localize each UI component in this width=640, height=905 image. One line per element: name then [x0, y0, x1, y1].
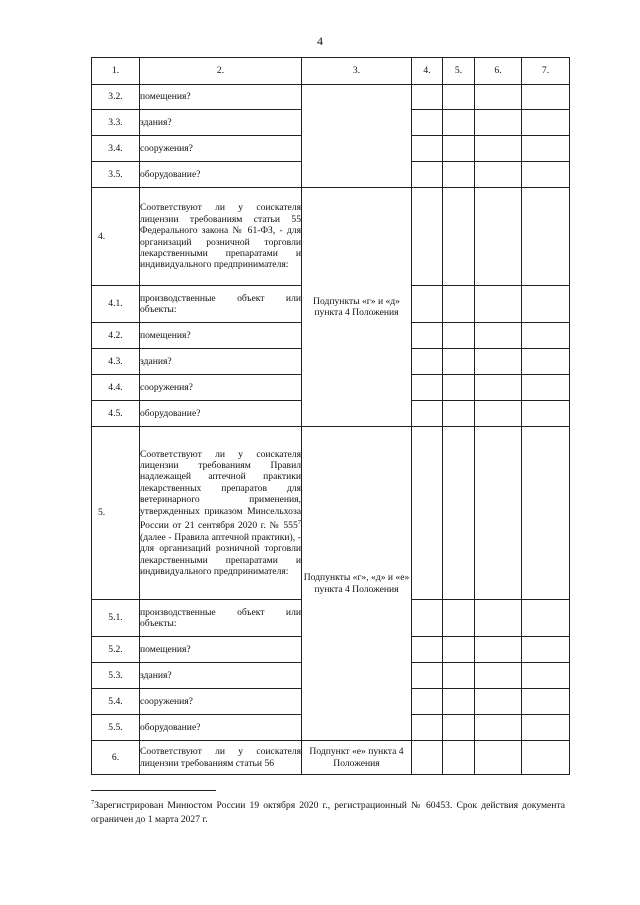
answer-cell	[412, 323, 443, 349]
row-question: сооружения?	[140, 689, 302, 715]
answer-cell	[443, 715, 475, 741]
answer-cell	[412, 349, 443, 375]
answer-cell	[443, 85, 475, 110]
answer-cell	[443, 136, 475, 162]
answer-cell	[443, 637, 475, 663]
row-number: 4.3.	[92, 349, 140, 375]
row-number: 5.1.	[92, 600, 140, 637]
row-question: Соответствуют ли у соискателя лицензии требованиям статьи 56	[140, 741, 302, 775]
row-question: сооружения?	[140, 375, 302, 401]
answer-cell	[412, 136, 443, 162]
answer-cell	[522, 715, 570, 741]
column-header-3: 3.	[302, 58, 412, 85]
answer-cell	[443, 689, 475, 715]
row-number: 3.5.	[92, 162, 140, 188]
answer-cell	[475, 600, 522, 637]
answer-cell	[475, 741, 522, 775]
row-question: здания?	[140, 349, 302, 375]
row-question: сооружения?	[140, 136, 302, 162]
answer-cell	[522, 689, 570, 715]
table-row	[92, 427, 570, 600]
column-header-5: 5.	[443, 58, 475, 85]
answer-cell	[522, 427, 570, 600]
answer-cell	[475, 323, 522, 349]
row-number: 5.5.	[92, 715, 140, 741]
answer-cell	[412, 85, 443, 110]
answer-cell	[443, 323, 475, 349]
answer-cell	[412, 663, 443, 689]
answer-cell	[475, 349, 522, 375]
answer-cell	[522, 323, 570, 349]
column-header-7: 7.	[522, 58, 570, 85]
answer-cell	[443, 401, 475, 427]
column-header-1: 1.	[92, 58, 140, 85]
answer-cell	[522, 600, 570, 637]
table-row	[92, 741, 570, 775]
row-question: производственные объект или объекты:	[140, 600, 302, 637]
column-header-6: 6.	[475, 58, 522, 85]
answer-cell	[412, 375, 443, 401]
answer-cell	[412, 741, 443, 775]
row-question: оборудование?	[140, 401, 302, 427]
answer-cell	[475, 286, 522, 323]
footnote-ref: 7	[297, 519, 301, 527]
answer-cell	[443, 349, 475, 375]
basis-cell: Подпункт «е» пункта 4 Положения	[302, 741, 412, 775]
answer-cell	[475, 689, 522, 715]
answer-cell	[412, 162, 443, 188]
row-number: 3.2.	[92, 85, 140, 110]
answer-cell	[475, 162, 522, 188]
answer-cell	[443, 162, 475, 188]
basis-cell: Подпункты «г», «д» и «е» пункта 4 Положения	[302, 427, 412, 741]
column-header-2: 2.	[140, 58, 302, 85]
answer-cell	[412, 286, 443, 323]
row-question: помещения?	[140, 323, 302, 349]
answer-cell	[475, 715, 522, 741]
row-number: 3.3.	[92, 110, 140, 136]
answer-cell	[412, 188, 443, 286]
row-question: Соответствуют ли у соискателя лицензии требованиям статьи 55 Федерального закона № 61-ФЗ, - для организаций розничной торговли лекарственными препаратами и индивидуального предпринимателя:	[140, 188, 302, 286]
table-row	[92, 85, 570, 110]
answer-cell	[475, 663, 522, 689]
answer-cell	[475, 375, 522, 401]
row-question: помещения?	[140, 85, 302, 110]
answer-cell	[522, 637, 570, 663]
answer-cell	[522, 401, 570, 427]
answer-cell	[522, 85, 570, 110]
answer-cell	[443, 110, 475, 136]
row-question: оборудование?	[140, 715, 302, 741]
footnote-text: Зарегистрирован Минюстом России 19 октября 2020 г., регистрационный № 60453. Срок действия документа ограничен до 1 марта 2027 г.	[91, 800, 565, 826]
answer-cell	[412, 401, 443, 427]
answer-cell	[522, 663, 570, 689]
answer-cell	[522, 741, 570, 775]
answer-cell	[522, 188, 570, 286]
row-number: 4.4.	[92, 375, 140, 401]
answer-cell	[475, 637, 522, 663]
answer-cell	[412, 600, 443, 637]
answer-cell	[412, 689, 443, 715]
row-question: оборудование?	[140, 162, 302, 188]
question-text: Соответствуют ли у соискателя лицензии требованиям Правил надлежащей аптечной практики лекарственных препаратов для ветеринарного применения, утвержденных приказом Минсельхоза России от 21 сентября 2020 г. № 555	[140, 448, 301, 532]
row-number: 3.4.	[92, 136, 140, 162]
answer-cell	[475, 85, 522, 110]
row-number: 4.5.	[92, 401, 140, 427]
row-question: производственные объект или объекты:	[140, 286, 302, 323]
column-header-4: 4.	[412, 58, 443, 85]
answer-cell	[522, 286, 570, 323]
question-text: (далее - Правила аптечной практики), - для организаций розничной торговли лекарственными препаратами и индивидуального предпринимателя:	[140, 531, 301, 577]
row-number: 6.	[92, 741, 140, 775]
row-number: 5.	[92, 427, 140, 600]
answer-cell	[475, 136, 522, 162]
row-number: 4.2.	[92, 323, 140, 349]
answer-cell	[475, 401, 522, 427]
footnote-mark: 7	[91, 799, 95, 806]
row-number: 4.1.	[92, 286, 140, 323]
answer-cell	[443, 427, 475, 600]
answer-cell	[443, 188, 475, 286]
answer-cell	[443, 286, 475, 323]
table-header-row	[92, 58, 570, 85]
row-number: 5.4.	[92, 689, 140, 715]
answer-cell	[443, 375, 475, 401]
answer-cell	[412, 715, 443, 741]
row-number: 4.	[92, 188, 140, 286]
answer-cell	[522, 375, 570, 401]
row-number: 5.3.	[92, 663, 140, 689]
answer-cell	[475, 188, 522, 286]
answer-cell	[475, 110, 522, 136]
answer-cell	[522, 136, 570, 162]
page-number: 4	[317, 34, 323, 48]
answer-cell	[443, 741, 475, 775]
checklist-table	[91, 57, 570, 775]
answer-cell	[522, 349, 570, 375]
row-question: здания?	[140, 110, 302, 136]
answer-cell	[522, 110, 570, 136]
answer-cell	[522, 162, 570, 188]
table-row	[92, 188, 570, 286]
answer-cell	[412, 637, 443, 663]
basis-cell-empty	[302, 85, 412, 188]
answer-cell	[475, 427, 522, 600]
row-number: 5.2.	[92, 637, 140, 663]
basis-cell: Подпункты «г» и «д» пункта 4 Положения	[302, 188, 412, 427]
row-question	[140, 427, 302, 600]
row-question: здания?	[140, 663, 302, 689]
row-question: помещения?	[140, 637, 302, 663]
answer-cell	[412, 427, 443, 600]
footnote-separator	[91, 790, 216, 791]
answer-cell	[443, 663, 475, 689]
answer-cell	[412, 110, 443, 136]
footnote	[91, 796, 565, 827]
answer-cell	[443, 600, 475, 637]
